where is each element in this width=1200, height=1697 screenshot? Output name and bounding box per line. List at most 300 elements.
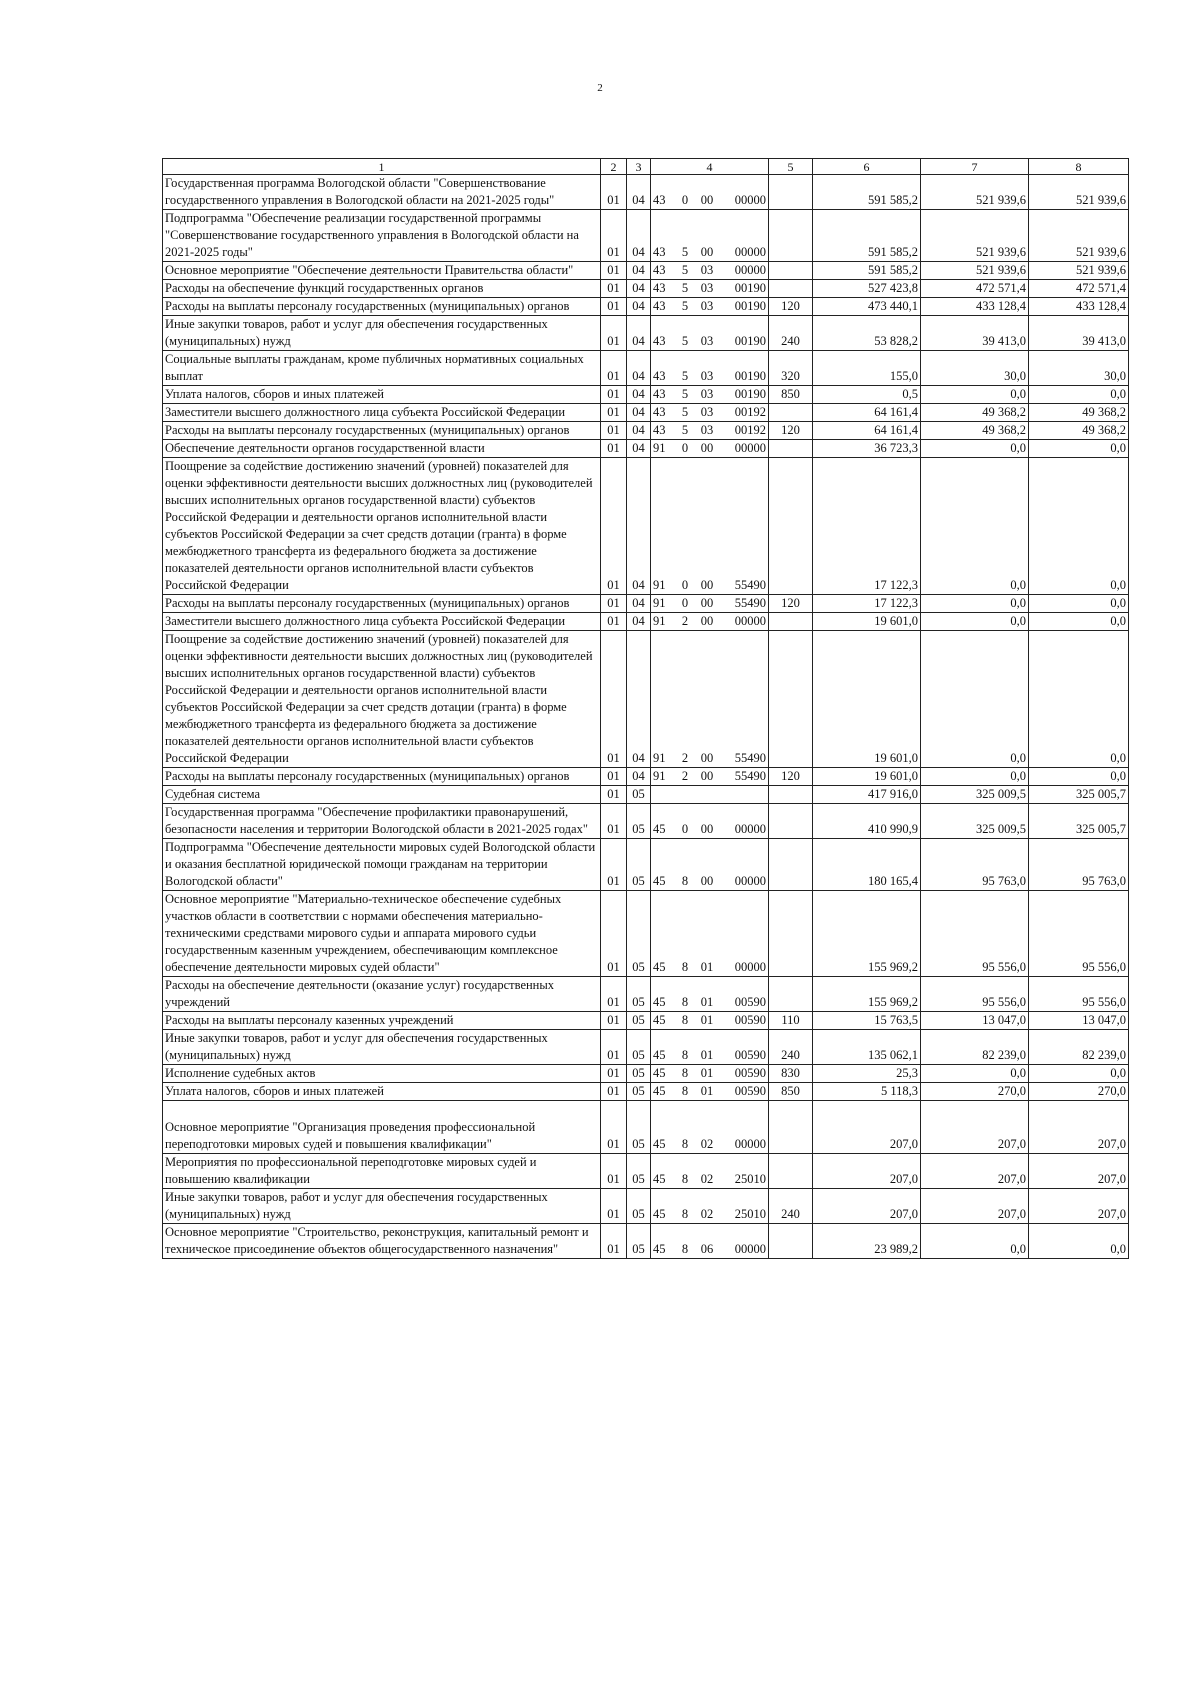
section-code: 01: [601, 1065, 627, 1083]
row-name: Иные закупки товаров, работ и услуг для обеспечения государственных (муниципальных) нужд: [163, 1189, 601, 1224]
row-name: Государственная программа "Обеспечение профилактики правонарушений, безопасности населения и территории Вологодской области в 2021-2025 годах": [163, 804, 601, 839]
direction-code: 00000: [734, 874, 766, 888]
amount-col-8: 207,0: [1029, 1189, 1129, 1224]
section-code: 01: [601, 458, 627, 595]
amount-col-6: 19 601,0: [813, 768, 921, 786]
subprogram-code: 8: [681, 1013, 689, 1027]
row-name: Подпрограмма "Обеспечение реализации государственной программы "Совершенствование государственного управления в Вологодской области на 2021-2025 годы": [163, 210, 601, 262]
subsection-code: 05: [627, 1224, 651, 1259]
expense-type-code: [769, 404, 813, 422]
expense-type-code: [769, 613, 813, 631]
table-row: [163, 1154, 1129, 1189]
expense-type-code: [769, 1224, 813, 1259]
activity-code: 03: [700, 281, 714, 295]
direction-code: 00000: [734, 263, 766, 277]
program-code: 45: [653, 995, 666, 1009]
section-code: 01: [601, 786, 627, 804]
table-row: [163, 280, 1129, 298]
row-name: Расходы на выплаты персоналу государственных (муниципальных) органов: [163, 768, 601, 786]
subsection-code: 04: [627, 175, 651, 210]
direction-code: 00000: [734, 193, 766, 207]
section-code: 01: [601, 839, 627, 891]
expense-type-code: [769, 1101, 813, 1154]
amount-col-8: 521 939,6: [1029, 262, 1129, 280]
program-code: 91: [653, 614, 666, 628]
section-code: 01: [601, 1101, 627, 1154]
expense-type-code: [769, 839, 813, 891]
program-code: 43: [653, 405, 666, 419]
column-header: 6: [813, 159, 921, 175]
row-name: Исполнение судебных актов: [163, 1065, 601, 1083]
target-article-code: [651, 595, 769, 613]
subprogram-code: 5: [681, 299, 689, 313]
activity-code: 01: [700, 1084, 714, 1098]
subsection-code: 04: [627, 386, 651, 404]
expense-type-code: 240: [769, 316, 813, 351]
direction-code: 00000: [734, 245, 766, 259]
subsection-code: 05: [627, 839, 651, 891]
section-code: 01: [601, 1224, 627, 1259]
target-article-code: [651, 262, 769, 280]
amount-col-6: 25,3: [813, 1065, 921, 1083]
expense-type-code: [769, 458, 813, 595]
program-code: 91: [653, 441, 666, 455]
subprogram-code: 2: [681, 751, 689, 765]
subprogram-code: 5: [681, 405, 689, 419]
section-code: 01: [601, 440, 627, 458]
subsection-code: 05: [627, 977, 651, 1012]
amount-col-7: 95 556,0: [921, 891, 1029, 977]
subprogram-code: 5: [681, 245, 689, 259]
target-article-code: [651, 1154, 769, 1189]
amount-col-8: 95 556,0: [1029, 891, 1129, 977]
subprogram-code: 8: [681, 1172, 689, 1186]
amount-col-7: 95 763,0: [921, 839, 1029, 891]
amount-col-6: 207,0: [813, 1101, 921, 1154]
amount-col-7: 521 939,6: [921, 175, 1029, 210]
activity-code: 02: [700, 1137, 714, 1151]
row-name: Поощрение за содействие достижению значений (уровней) показателей для оценки эффективности деятельности высших должностных лиц (руководителей высших исполнительных органов государственной власти) субъектов Российской Федерации и деятельности органов исполнительной власти субъектов Российской Федерации за счет средств дотации (гранта) в форме межбюджетного трансферта из федерального бюджета за достижение показателей деятельности органов исполнительной власти субъектов Российской Федерации: [163, 631, 601, 768]
program-code: 45: [653, 960, 666, 974]
row-name: Расходы на выплаты персоналу государственных (муниципальных) органов: [163, 595, 601, 613]
subsection-code: 04: [627, 631, 651, 768]
target-article-code: [651, 280, 769, 298]
amount-col-8: 0,0: [1029, 613, 1129, 631]
direction-code: 00000: [734, 822, 766, 836]
subprogram-code: 8: [681, 960, 689, 974]
table-row: [163, 262, 1129, 280]
program-code: 91: [653, 578, 666, 592]
subsection-code: 04: [627, 298, 651, 316]
program-code: 91: [653, 596, 666, 610]
section-code: 01: [601, 631, 627, 768]
table-row: [163, 351, 1129, 386]
direction-code: 25010: [734, 1172, 766, 1186]
table-row: [163, 298, 1129, 316]
subprogram-code: 5: [681, 387, 689, 401]
section-code: 01: [601, 891, 627, 977]
target-article-code: [651, 1065, 769, 1083]
subsection-code: 04: [627, 316, 651, 351]
amount-col-6: 17 122,3: [813, 595, 921, 613]
amount-col-7: 521 939,6: [921, 262, 1029, 280]
amount-col-7: 30,0: [921, 351, 1029, 386]
target-article-code: [651, 210, 769, 262]
subprogram-code: 5: [681, 423, 689, 437]
target-article-code: [651, 1224, 769, 1259]
expense-type-code: [769, 262, 813, 280]
subprogram-code: 0: [681, 822, 689, 836]
expense-type-code: [769, 804, 813, 839]
activity-code: 00: [700, 822, 714, 836]
target-article-code: [651, 175, 769, 210]
target-article-code: [651, 1189, 769, 1224]
direction-code: 00590: [734, 1084, 766, 1098]
column-header: 4: [651, 159, 769, 175]
activity-code: 01: [700, 1048, 714, 1062]
row-name: Уплата налогов, сборов и иных платежей: [163, 1083, 601, 1101]
amount-col-6: 410 990,9: [813, 804, 921, 839]
subsection-code: 05: [627, 1101, 651, 1154]
amount-col-7: 325 009,5: [921, 804, 1029, 839]
amount-col-8: 49 368,2: [1029, 404, 1129, 422]
amount-col-8: 433 128,4: [1029, 298, 1129, 316]
program-code: 45: [653, 822, 666, 836]
amount-col-6: 155 969,2: [813, 891, 921, 977]
amount-col-7: 0,0: [921, 1224, 1029, 1259]
activity-code: 00: [700, 874, 714, 888]
subprogram-code: 0: [681, 193, 689, 207]
program-code: 91: [653, 769, 666, 783]
amount-col-6: 180 165,4: [813, 839, 921, 891]
column-header: 5: [769, 159, 813, 175]
target-article-code: [651, 1083, 769, 1101]
amount-col-8: 0,0: [1029, 440, 1129, 458]
target-article-code: [651, 839, 769, 891]
row-name: Иные закупки товаров, работ и услуг для обеспечения государственных (муниципальных) нужд: [163, 316, 601, 351]
row-name: Основное мероприятие "Материально-техническое обеспечение судебных участков области в соответствии с нормами обеспечения материально-техническими средствами мирового судьи и аппарата мирового судьи государственным казенным учреждением, обеспечивающим комплексное обеспечение деятельности мировых судей области": [163, 891, 601, 977]
amount-col-8: 82 239,0: [1029, 1030, 1129, 1065]
amount-col-6: 207,0: [813, 1154, 921, 1189]
amount-col-7: 207,0: [921, 1189, 1029, 1224]
amount-col-6: 64 161,4: [813, 422, 921, 440]
program-code: 43: [653, 263, 666, 277]
expense-type-code: 120: [769, 595, 813, 613]
direction-code: 00000: [734, 441, 766, 455]
amount-col-6: 64 161,4: [813, 404, 921, 422]
section-code: 01: [601, 1189, 627, 1224]
subprogram-code: 8: [681, 1207, 689, 1221]
expense-type-code: 120: [769, 422, 813, 440]
row-name: Заместители высшего должностного лица субъекта Российской Федерации: [163, 613, 601, 631]
table-row: [163, 404, 1129, 422]
target-article-code: [651, 1030, 769, 1065]
amount-col-7: 39 413,0: [921, 316, 1029, 351]
subprogram-code: 8: [681, 1137, 689, 1151]
subsection-code: 05: [627, 1083, 651, 1101]
amount-col-7: 270,0: [921, 1083, 1029, 1101]
target-article-code: [651, 804, 769, 839]
amount-col-7: 521 939,6: [921, 210, 1029, 262]
amount-col-8: 270,0: [1029, 1083, 1129, 1101]
amount-col-7: 49 368,2: [921, 404, 1029, 422]
subprogram-code: 0: [681, 441, 689, 455]
amount-col-6: 0,5: [813, 386, 921, 404]
activity-code: 06: [700, 1242, 714, 1256]
program-code: 43: [653, 299, 666, 313]
amount-col-8: 0,0: [1029, 595, 1129, 613]
amount-col-8: 0,0: [1029, 768, 1129, 786]
column-header: 3: [627, 159, 651, 175]
amount-col-8: 207,0: [1029, 1101, 1129, 1154]
section-code: 01: [601, 316, 627, 351]
row-name: Расходы на выплаты персоналу государственных (муниципальных) органов: [163, 298, 601, 316]
subprogram-code: 8: [681, 1084, 689, 1098]
subprogram-code: 0: [681, 578, 689, 592]
expense-type-code: 120: [769, 298, 813, 316]
amount-col-7: 0,0: [921, 631, 1029, 768]
table-row: [163, 1101, 1129, 1154]
amount-col-8: 207,0: [1029, 1154, 1129, 1189]
amount-col-6: 417 916,0: [813, 786, 921, 804]
row-name: Основное мероприятие "Организация проведения профессиональной переподготовки мировых судей и повышения квалификации": [163, 1101, 601, 1154]
subprogram-code: 8: [681, 1066, 689, 1080]
amount-col-6: 5 118,3: [813, 1083, 921, 1101]
expense-type-code: 320: [769, 351, 813, 386]
program-code: 45: [653, 1207, 666, 1221]
activity-code: 01: [700, 1013, 714, 1027]
subsection-code: 04: [627, 768, 651, 786]
amount-col-8: 39 413,0: [1029, 316, 1129, 351]
subsection-code: 05: [627, 1012, 651, 1030]
program-code: 91: [653, 751, 666, 765]
amount-col-8: 0,0: [1029, 458, 1129, 595]
activity-code: 01: [700, 960, 714, 974]
expense-type-code: [769, 977, 813, 1012]
amount-col-7: 472 571,4: [921, 280, 1029, 298]
table-row: [163, 1189, 1129, 1224]
row-name: Судебная система: [163, 786, 601, 804]
program-code: 45: [653, 1048, 666, 1062]
amount-col-6: 155 969,2: [813, 977, 921, 1012]
program-code: 43: [653, 193, 666, 207]
amount-col-6: 155,0: [813, 351, 921, 386]
row-name: Государственная программа Вологодской области "Совершенствование государственного управления в Вологодской области на 2021-2025 годы": [163, 175, 601, 210]
direction-code: 00590: [734, 995, 766, 1009]
amount-col-7: 0,0: [921, 386, 1029, 404]
table-row: [163, 1030, 1129, 1065]
activity-code: 03: [700, 423, 714, 437]
expense-type-code: 120: [769, 768, 813, 786]
target-article-code: [651, 386, 769, 404]
expense-type-code: [769, 440, 813, 458]
amount-col-7: 0,0: [921, 613, 1029, 631]
subsection-code: 04: [627, 351, 651, 386]
section-code: 01: [601, 298, 627, 316]
amount-col-8: 0,0: [1029, 1065, 1129, 1083]
table-row: [163, 804, 1129, 839]
row-name: Основное мероприятие "Обеспечение деятельности Правительства области": [163, 262, 601, 280]
table-row: [163, 839, 1129, 891]
column-header: 7: [921, 159, 1029, 175]
target-article-code: [651, 351, 769, 386]
section-code: 01: [601, 210, 627, 262]
amount-col-7: 0,0: [921, 595, 1029, 613]
program-code: 45: [653, 874, 666, 888]
direction-code: 55490: [734, 751, 766, 765]
amount-col-6: 19 601,0: [813, 631, 921, 768]
amount-col-6: 207,0: [813, 1189, 921, 1224]
subprogram-code: 0: [681, 596, 689, 610]
section-code: 01: [601, 977, 627, 1012]
row-name: Подпрограмма "Обеспечение деятельности мировых судей Вологодской области и оказания бесплатной юридической помощи гражданам на территории Вологодской области": [163, 839, 601, 891]
subsection-code: 04: [627, 440, 651, 458]
activity-code: 00: [700, 245, 714, 259]
section-code: 01: [601, 404, 627, 422]
activity-code: 02: [700, 1207, 714, 1221]
table-row: [163, 613, 1129, 631]
amount-col-6: 23 989,2: [813, 1224, 921, 1259]
target-article-code: [651, 631, 769, 768]
table-row: [163, 768, 1129, 786]
amount-col-6: 53 828,2: [813, 316, 921, 351]
target-article-code: [651, 768, 769, 786]
activity-code: 00: [700, 596, 714, 610]
activity-code: 03: [700, 405, 714, 419]
table-row: [163, 977, 1129, 1012]
table-row: [163, 386, 1129, 404]
expense-type-code: [769, 175, 813, 210]
target-article-code: [651, 298, 769, 316]
target-article-code: [651, 458, 769, 595]
subprogram-code: 8: [681, 1242, 689, 1256]
amount-col-8: 0,0: [1029, 1224, 1129, 1259]
subsection-code: 04: [627, 458, 651, 595]
table-row: [163, 458, 1129, 595]
amount-col-7: 95 556,0: [921, 977, 1029, 1012]
direction-code: 55490: [734, 596, 766, 610]
section-code: 01: [601, 175, 627, 210]
activity-code: 02: [700, 1172, 714, 1186]
amount-col-6: 17 122,3: [813, 458, 921, 595]
subsection-code: 04: [627, 595, 651, 613]
target-article-code: [651, 613, 769, 631]
amount-col-7: 433 128,4: [921, 298, 1029, 316]
amount-col-6: 473 440,1: [813, 298, 921, 316]
activity-code: 01: [700, 1066, 714, 1080]
amount-col-7: 207,0: [921, 1154, 1029, 1189]
direction-code: 00190: [734, 334, 766, 348]
amount-col-6: 591 585,2: [813, 262, 921, 280]
program-code: 43: [653, 423, 666, 437]
activity-code: 00: [700, 614, 714, 628]
table-row: [163, 210, 1129, 262]
activity-code: 00: [700, 751, 714, 765]
section-code: 01: [601, 262, 627, 280]
activity-code: 03: [700, 334, 714, 348]
direction-code: 00000: [734, 1137, 766, 1151]
target-article-code: [651, 977, 769, 1012]
section-code: 01: [601, 1083, 627, 1101]
row-name: Уплата налогов, сборов и иных платежей: [163, 386, 601, 404]
row-name: Заместители высшего должностного лица субъекта Российской Федерации: [163, 404, 601, 422]
amount-col-7: 325 009,5: [921, 786, 1029, 804]
direction-code: 00000: [734, 960, 766, 974]
target-article-code: [651, 1101, 769, 1154]
program-code: 45: [653, 1172, 666, 1186]
direction-code: 00192: [734, 405, 766, 419]
expense-type-code: [769, 891, 813, 977]
program-code: 45: [653, 1137, 666, 1151]
table-row: [163, 1083, 1129, 1101]
subsection-code: 04: [627, 422, 651, 440]
target-article-code: [651, 786, 769, 804]
section-code: 01: [601, 613, 627, 631]
section-code: 01: [601, 595, 627, 613]
subsection-code: 05: [627, 804, 651, 839]
target-article-code: [651, 404, 769, 422]
program-code: 43: [653, 245, 666, 259]
row-name: Поощрение за содействие достижению значений (уровней) показателей для оценки эффективности деятельности высших должностных лиц (руководителей высших исполнительных органов государственной власти) субъектов Российской Федерации и деятельности органов исполнительной власти субъектов Российской Федерации за счет средств дотации (гранта) в форме межбюджетного трансферта из федерального бюджета за достижение показателей деятельности органов исполнительной власти субъектов Российской Федерации: [163, 458, 601, 595]
section-code: 01: [601, 1030, 627, 1065]
amount-col-8: 13 047,0: [1029, 1012, 1129, 1030]
page-number: 2: [597, 82, 603, 94]
target-article-code: [651, 1012, 769, 1030]
amount-col-6: 15 763,5: [813, 1012, 921, 1030]
direction-code: 25010: [734, 1207, 766, 1221]
subsection-code: 04: [627, 404, 651, 422]
subprogram-code: 8: [681, 874, 689, 888]
expense-type-code: [769, 280, 813, 298]
activity-code: 00: [700, 441, 714, 455]
section-code: 01: [601, 351, 627, 386]
subsection-code: 05: [627, 891, 651, 977]
amount-col-7: 0,0: [921, 458, 1029, 595]
section-code: 01: [601, 280, 627, 298]
expense-type-code: 850: [769, 1083, 813, 1101]
direction-code: 55490: [734, 578, 766, 592]
direction-code: 00190: [734, 281, 766, 295]
amount-col-7: 207,0: [921, 1101, 1029, 1154]
amount-col-7: 13 047,0: [921, 1012, 1029, 1030]
activity-code: 03: [700, 387, 714, 401]
amount-col-8: 472 571,4: [1029, 280, 1129, 298]
table-row: [163, 316, 1129, 351]
subsection-code: 05: [627, 1065, 651, 1083]
direction-code: 00000: [734, 614, 766, 628]
direction-code: 00190: [734, 299, 766, 313]
header-row: [163, 159, 1129, 175]
activity-code: 03: [700, 299, 714, 313]
subprogram-code: 8: [681, 995, 689, 1009]
target-article-code: [651, 316, 769, 351]
section-code: 01: [601, 422, 627, 440]
expense-type-code: [769, 631, 813, 768]
table-row: [163, 422, 1129, 440]
amount-col-8: 0,0: [1029, 386, 1129, 404]
amount-col-6: 135 062,1: [813, 1030, 921, 1065]
subsection-code: 04: [627, 613, 651, 631]
target-article-code: [651, 440, 769, 458]
activity-code: 01: [700, 995, 714, 1009]
subprogram-code: 8: [681, 1048, 689, 1062]
row-name: Обеспечение деятельности органов государственной власти: [163, 440, 601, 458]
activity-code: 03: [700, 263, 714, 277]
column-header: 2: [601, 159, 627, 175]
table-row: [163, 891, 1129, 977]
target-article-code: [651, 891, 769, 977]
row-name: Иные закупки товаров, работ и услуг для обеспечения государственных (муниципальных) нужд: [163, 1030, 601, 1065]
